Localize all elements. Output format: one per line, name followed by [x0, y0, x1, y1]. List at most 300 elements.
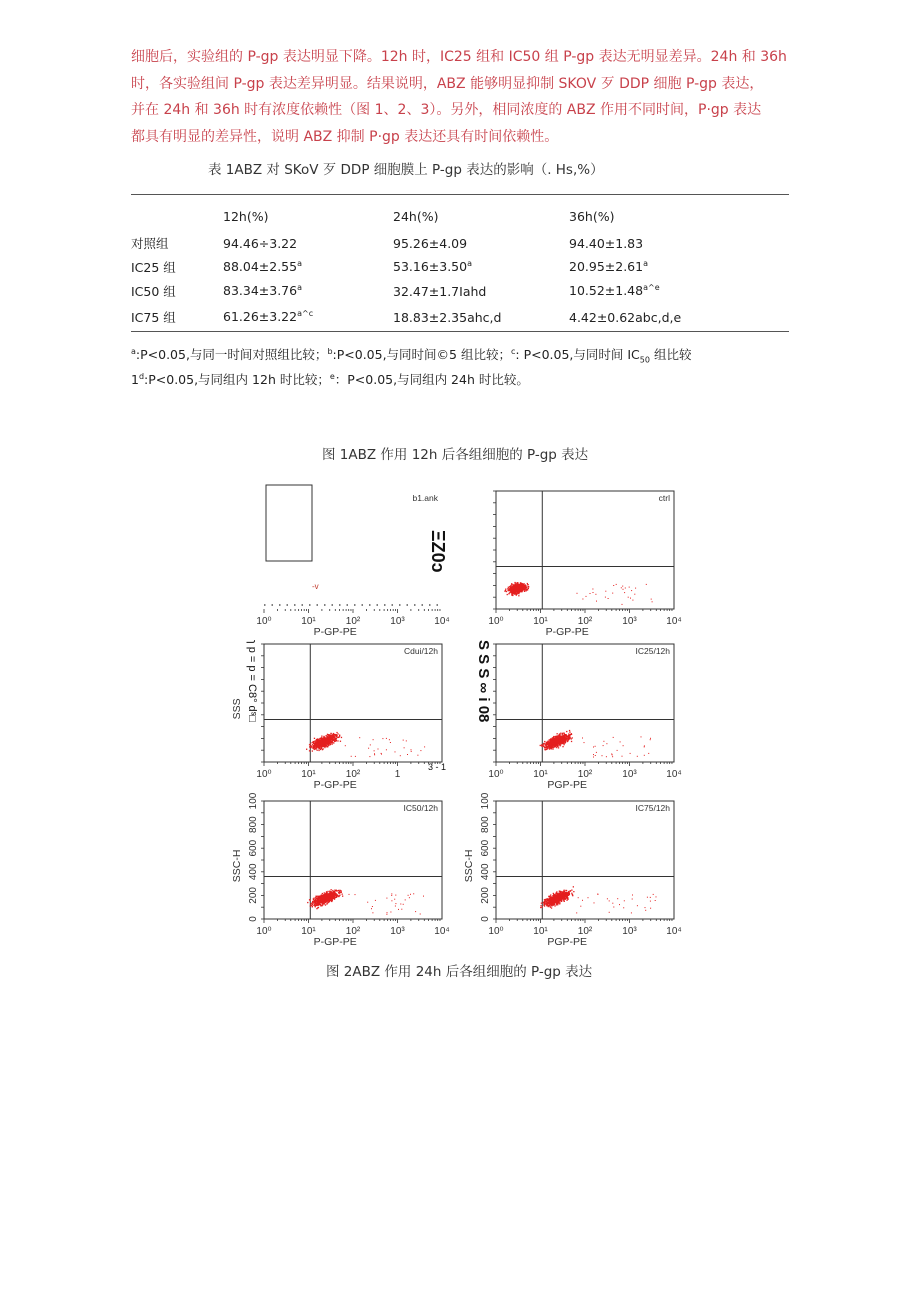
event-dot: [391, 900, 392, 901]
event-dot: [405, 899, 406, 900]
group-cell: IC25 组: [131, 260, 176, 275]
x-tick-label: 10⁰: [256, 769, 272, 780]
event-dot: [510, 588, 511, 589]
event-dot: [545, 747, 546, 748]
x-tick-label: 10³: [622, 616, 637, 627]
event-dot: [331, 901, 332, 902]
event-dot: [543, 746, 544, 747]
event-dot: [653, 894, 654, 895]
event-dot: [516, 594, 517, 595]
event-dot: [577, 593, 578, 594]
event-dot: [330, 733, 331, 734]
event-dot: [338, 890, 339, 891]
event-dot: [355, 756, 356, 757]
value-cell: [393, 255, 569, 279]
x-tick-label: 10⁴: [434, 926, 450, 937]
y-tick-label: 100: [248, 792, 259, 810]
event-dot: [565, 890, 566, 891]
event-dot: [328, 895, 329, 896]
event-dot: [307, 902, 308, 903]
event-dot: [596, 601, 597, 602]
expression-table: [131, 194, 789, 332]
event-dot: [371, 908, 372, 909]
event-dot: [564, 740, 565, 741]
y-axis-label: SSC-H: [463, 849, 475, 883]
event-dot: [556, 891, 557, 892]
event-dot: [549, 741, 550, 742]
event-dot: [552, 747, 553, 748]
event-dot: [571, 893, 572, 894]
table-header-cell: 36h(%): [569, 208, 615, 224]
event-dot: [646, 584, 647, 585]
event-dot: [558, 745, 559, 746]
event-dot: [406, 740, 407, 741]
event-dot: [554, 905, 555, 906]
event-dot: [634, 594, 635, 595]
event-dot: [561, 893, 562, 894]
event-dot: [547, 903, 548, 904]
event-dot: [528, 584, 529, 585]
flow-plot-svg: [462, 638, 692, 791]
event-dot: [622, 604, 623, 605]
event-dot: [590, 593, 591, 594]
event-dot: [318, 750, 319, 751]
event-dot: [593, 747, 594, 748]
event-dot: [327, 891, 328, 892]
event-dot: [544, 749, 545, 750]
value-cell: [569, 279, 789, 303]
y-axis-label: SSS: [231, 698, 243, 720]
event-dot: [359, 737, 360, 738]
x-tick-label: 10⁰: [488, 616, 504, 627]
panel-title: IC25/12h: [635, 646, 670, 656]
event-dot: [562, 897, 563, 898]
event-dot: [624, 900, 625, 901]
event-dot: [527, 583, 528, 584]
event-dot: [622, 586, 623, 587]
significance-mark: a^c: [297, 309, 314, 319]
x-tick-label: 10¹: [301, 616, 316, 627]
event-dot: [507, 594, 508, 595]
event-dot: [314, 900, 315, 901]
event-dot: [318, 907, 319, 908]
paragraph-line: 都具有明显的差异性，说明 ABZ 抑制 P·gp 表达还具有时间依赖性。: [131, 128, 559, 145]
event-dot: [511, 584, 512, 585]
event-dot: [553, 894, 554, 895]
significance-mark: a: [467, 259, 472, 269]
event-dot: [578, 897, 579, 898]
event-dot: [554, 744, 555, 745]
event-dot: [650, 908, 651, 909]
event-dot: [313, 741, 314, 742]
event-dot: [327, 739, 328, 740]
event-dot: [513, 593, 514, 594]
event-dot: [391, 895, 392, 896]
event-dot: [644, 755, 645, 756]
y-tick-label: 100: [480, 792, 491, 810]
event-dot: [559, 741, 560, 742]
event-dot: [637, 905, 638, 906]
scan-artifact-left-mid: ɿ p = p = C8° dˢ□: [246, 640, 258, 723]
y-tick-label: 0: [248, 916, 259, 922]
event-dot: [334, 894, 335, 895]
event-dot: [323, 736, 324, 737]
event-dot: [317, 904, 318, 905]
event-dot: [326, 895, 327, 896]
event-dot: [323, 895, 324, 896]
x-axis-label: P-GP-PE: [545, 626, 589, 638]
event-dot: [597, 894, 598, 895]
event-dot: [560, 744, 561, 745]
event-dot: [550, 744, 551, 745]
event-dot: [331, 899, 332, 900]
significance-mark: a: [297, 259, 302, 269]
event-dot: [582, 900, 583, 901]
event-dot: [411, 749, 412, 750]
event-dot: [334, 891, 335, 892]
event-dots: [307, 889, 424, 915]
event-dot: [331, 893, 332, 894]
event-dot: [322, 743, 323, 744]
event-dot: [415, 911, 416, 912]
event-dot: [312, 906, 313, 907]
event-dot: [511, 594, 512, 595]
event-dot: [568, 738, 569, 739]
event-dot: [631, 590, 632, 591]
event-dot: [423, 896, 424, 897]
x-tick-label: 10⁴: [434, 616, 450, 627]
event-dot: [313, 747, 314, 748]
event-dot: [546, 746, 547, 747]
footnote-text: :P<0.05,与同组内 12h 时比较；: [144, 372, 330, 387]
event-dot: [556, 904, 557, 905]
value-cell: 95.26±4.09: [393, 235, 468, 251]
footnote-text: 组比较: [649, 347, 692, 362]
event-dot: [518, 595, 519, 596]
event-dot: [324, 742, 325, 743]
event-dot: [557, 903, 558, 904]
value-text: 10.52±1.48: [569, 283, 644, 299]
x-tick-label: 10⁴: [666, 926, 682, 937]
event-dot: [394, 899, 395, 900]
event-dot: [513, 591, 514, 592]
event-dot: [411, 751, 412, 752]
event-dot: [316, 741, 317, 742]
event-dot: [386, 749, 387, 750]
event-dot: [511, 592, 512, 593]
footnote-mark: d: [138, 371, 145, 381]
event-dot: [334, 739, 335, 740]
event-dot: [374, 753, 375, 754]
event-dot: [606, 756, 607, 757]
x-tick-label: 10⁴: [666, 769, 682, 780]
event-dot: [568, 899, 569, 900]
event-dot: [521, 591, 522, 592]
event-dot: [650, 738, 651, 739]
table-row: [131, 279, 789, 303]
event-dot: [650, 897, 651, 898]
event-dot: [564, 898, 565, 899]
event-dot: [310, 746, 311, 747]
event-dot: [342, 894, 343, 895]
paragraph-line: 时，各实验组间 P-gp 表达差异明显。结果说明，ABZ 能够明显抑制 SKOV 歹 DDP 细胞 P-gp 表达，: [131, 75, 764, 92]
event-dot: [522, 589, 523, 590]
event-dot: [327, 746, 328, 747]
event-dot: [571, 741, 572, 742]
event-dot: [617, 750, 618, 751]
event-dot: [328, 745, 329, 746]
event-dot: [545, 744, 546, 745]
event-dot: [374, 750, 375, 751]
footnote-subscript: 50: [639, 355, 650, 365]
x-tick-label: 10¹: [533, 769, 548, 780]
event-dot: [621, 587, 622, 588]
footnote-mark: c: [510, 346, 516, 356]
event-dot: [611, 754, 612, 755]
event-dot: [553, 900, 554, 901]
event-dot: [520, 590, 521, 591]
event-dots: [540, 886, 656, 913]
event-dot: [596, 752, 597, 753]
event-dot: [325, 746, 326, 747]
event-dot: [318, 748, 319, 749]
event-dot: [372, 906, 373, 907]
significance-mark: a^e: [643, 283, 660, 293]
event-dot: [320, 738, 321, 739]
table-footnote-1: [131, 345, 691, 365]
event-dot: [516, 591, 517, 592]
event-dot: [525, 584, 526, 585]
event-dot: [557, 901, 558, 902]
event-dot: [509, 586, 510, 587]
footnote-text: : P<0.05,与同时间 IC: [515, 347, 640, 362]
event-dot: [612, 756, 613, 757]
event-dot: [342, 896, 343, 897]
event-dot: [557, 739, 558, 740]
event-dot: [517, 586, 518, 587]
x-tick-label: 10⁰: [256, 926, 272, 937]
x-axis-label: P-GP-PE: [313, 779, 357, 791]
event-dot: [340, 892, 341, 893]
event-dot: [550, 894, 551, 895]
event-dot: [564, 901, 565, 902]
event-dot: [553, 741, 554, 742]
event-dot: [635, 588, 636, 589]
event-dot: [329, 898, 330, 899]
x-tick-label: 10²: [577, 769, 593, 780]
event-dot: [336, 738, 337, 739]
event-dot: [541, 744, 542, 745]
event-dot: [563, 893, 564, 894]
event-dot: [325, 904, 326, 905]
event-dot: [557, 744, 558, 745]
event-dot: [650, 901, 651, 902]
event-dot: [602, 755, 603, 756]
plot-frame: [496, 801, 674, 919]
table-row: [131, 303, 789, 332]
event-dot: [328, 738, 329, 739]
value-text: 53.16±3.50: [393, 259, 468, 275]
event-dot: [560, 733, 561, 734]
event-dot: [547, 741, 548, 742]
event-dot: [320, 743, 321, 744]
x-tick-label: 10⁰: [488, 926, 504, 937]
paragraph-line: 细胞后，实验组的 P-gp 表达明显下降。12h 时，IC25 组和 IC50 组 P-gp 表达无明显差异。24h 和 36h: [131, 49, 787, 65]
event-dot: [370, 744, 371, 745]
event-dot: [315, 748, 316, 749]
event-dot: [323, 740, 324, 741]
event-dot: [586, 596, 587, 597]
event-dot: [551, 739, 552, 740]
event-dot: [568, 892, 569, 893]
event-dot: [319, 745, 320, 746]
event-dot: [323, 900, 324, 901]
event-dot: [312, 901, 313, 902]
event-dot: [622, 756, 623, 757]
event-dot: [340, 890, 341, 891]
event-dot: [588, 897, 589, 898]
plot-frame: [266, 485, 312, 561]
event-dot: [322, 900, 323, 901]
event-dot: [616, 584, 617, 585]
y-tick-label: 800: [480, 816, 491, 833]
event-dot: [345, 745, 346, 746]
event-dot: [310, 743, 311, 744]
event-dot: [340, 741, 341, 742]
event-dot: [543, 743, 544, 744]
event-dot: [321, 736, 322, 737]
plot-frame: [496, 644, 674, 762]
event-dot: [310, 905, 311, 906]
event-dot: [560, 738, 561, 739]
footnote-text: :P<0.05,与同时间©5 组比较；: [332, 347, 511, 362]
value-cell: [569, 255, 789, 279]
x-axis-label: P-GP-PE: [313, 936, 357, 948]
event-dot: [338, 896, 339, 897]
event-dot: [582, 599, 583, 600]
event-dot: [336, 732, 337, 733]
event-dot: [528, 586, 529, 587]
value-cell: 32.47±1.7Iahd: [393, 283, 487, 299]
event-dot: [319, 740, 320, 741]
x-axis-label: PGP-PE: [547, 779, 588, 791]
event-dot: [409, 897, 410, 898]
x-axis-label: P-GP-PE: [313, 626, 357, 638]
value-cell: 94.40±1.83: [569, 235, 644, 251]
event-dot: [404, 747, 405, 748]
event-dot: [612, 593, 613, 594]
event-dot: [559, 895, 560, 896]
event-dot: [540, 905, 541, 906]
event-dot: [572, 894, 573, 895]
event-dot: [338, 892, 339, 893]
event-dot: [322, 897, 323, 898]
event-dot: [514, 588, 515, 589]
event-dot: [568, 736, 569, 737]
event-dot: [580, 906, 581, 907]
panel-title: IC50/12h: [403, 803, 438, 813]
x-tick-label: 10²: [577, 926, 593, 937]
y-tick-label: 0: [480, 916, 491, 922]
event-dot: [641, 736, 642, 737]
event-dot: [337, 740, 338, 741]
event-dot: [317, 901, 318, 902]
event-dot: [609, 912, 610, 913]
event-dot: [309, 900, 310, 901]
event-dot: [368, 748, 369, 749]
event-dot: [391, 893, 392, 894]
event-dot: [327, 894, 328, 895]
x-tick-label: 10¹: [301, 926, 316, 937]
event-dot: [620, 741, 621, 742]
event-dot: [323, 748, 324, 749]
x-tick-label: 1: [394, 769, 401, 780]
event-dot: [548, 896, 549, 897]
event-dot: [330, 891, 331, 892]
event-dot: [329, 734, 330, 735]
event-dot: [398, 909, 399, 910]
event-dot: [424, 746, 425, 747]
event-dot: [514, 582, 515, 583]
event-dot: [592, 589, 593, 590]
event-dot: [318, 743, 319, 744]
y-axis-label: SSC-H: [231, 849, 243, 883]
table-row: [131, 231, 789, 255]
x-tick-label: 10¹: [301, 769, 316, 780]
event-dot: [332, 895, 333, 896]
event-dot: [623, 907, 624, 908]
event-dot: [571, 738, 572, 739]
event-dot: [321, 746, 322, 747]
value-text: 20.95±2.61: [569, 259, 644, 275]
event-dot: [334, 738, 335, 739]
event-dot: [540, 745, 541, 746]
event-dot: [320, 895, 321, 896]
flow-plot-svg: [230, 638, 460, 791]
table-header-cell: 12h(%): [223, 208, 269, 224]
event-dot: [334, 893, 335, 894]
event-dot: [609, 900, 610, 901]
event-dot: [312, 904, 313, 905]
event-dot: [612, 754, 613, 755]
event-dot: [381, 753, 382, 754]
event-dot: [553, 896, 554, 897]
event-dot: [337, 733, 338, 734]
event-dot: [652, 601, 653, 602]
event-dot: [559, 902, 560, 903]
event-dot: [514, 587, 515, 588]
flow-panel-ic25-12h: [462, 638, 692, 791]
event-dot: [637, 756, 638, 757]
value-cell: [223, 303, 393, 332]
event-dot: [551, 741, 552, 742]
event-dot: [401, 909, 402, 910]
event-dot: [316, 739, 317, 740]
event-dot: [323, 898, 324, 899]
event-dot: [556, 741, 557, 742]
event-dot: [327, 735, 328, 736]
event-dot: [413, 893, 414, 894]
event-dot: [605, 597, 606, 598]
event-dot: [320, 749, 321, 750]
event-dot: [321, 898, 322, 899]
event-dot: [328, 900, 329, 901]
flow-panel-ic50-12h: [230, 792, 460, 948]
event-dot: [547, 900, 548, 901]
event-dot: [315, 897, 316, 898]
event-dot: [603, 745, 604, 746]
event-dot: [327, 899, 328, 900]
